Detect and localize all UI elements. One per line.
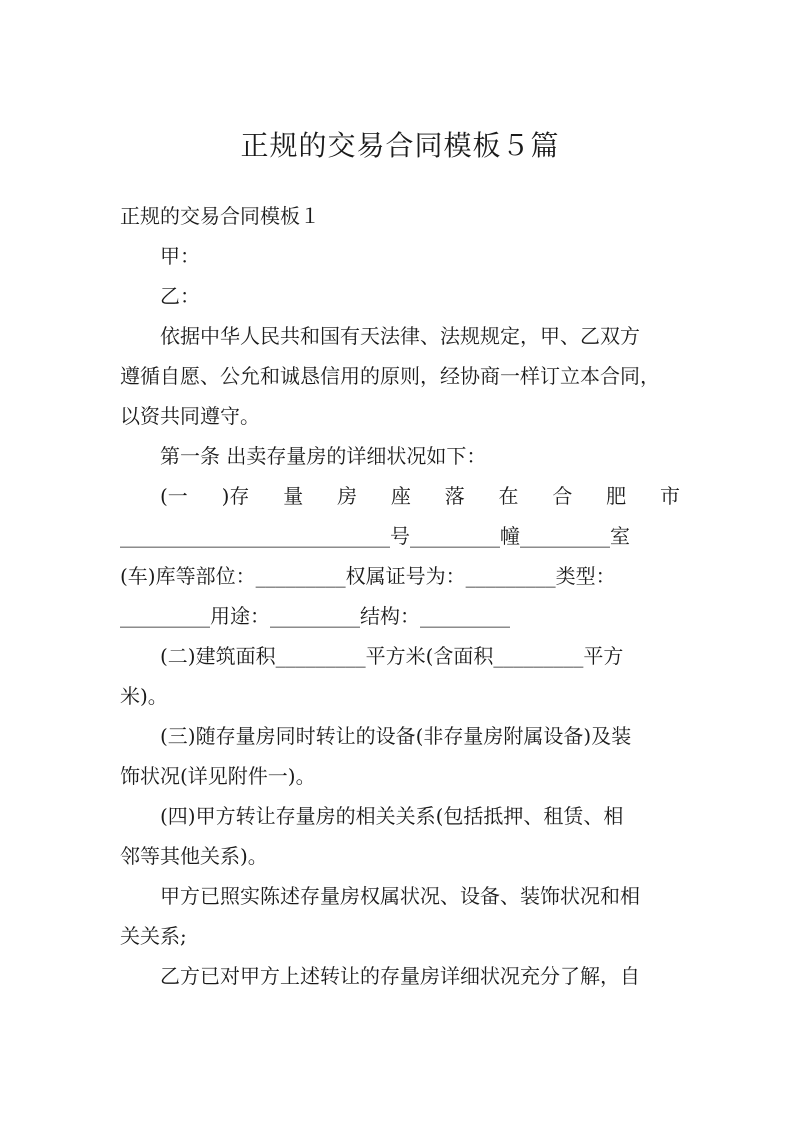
item-2-line-2: 米)。 <box>120 684 168 708</box>
document-body <box>120 196 680 996</box>
item-1-line-4: _________用途：_________结构：_________ <box>120 604 510 628</box>
item-1-char: 肥 <box>606 484 627 508</box>
item-2-line-1: (二)建筑面积_________平方米(含面积_________平方 <box>160 644 624 668</box>
item-1-char: 量 <box>283 484 304 508</box>
party-a-statement-line-2: 关关系; <box>120 924 187 948</box>
document-title: 正规的交易合同模板５篇 <box>240 129 560 162</box>
item-1-char: (一 <box>160 484 188 508</box>
item-1-line-2: ___________________________号_________幢_________室 <box>120 524 630 548</box>
party-b-statement <box>120 956 680 996</box>
item-1-char: )存 <box>221 484 250 508</box>
article-1-heading: 第一条 出卖存量房的详细状况如下： <box>160 444 487 468</box>
party-b-statement-line-1: 乙方已对甲方上述转让的存量房详细状况充分了解，自 <box>160 964 640 988</box>
item-3-line-2: 饰状况(详见附件一)。 <box>120 764 316 788</box>
item-1-char: 在 <box>498 484 519 508</box>
item-1-paragraph <box>120 476 680 636</box>
item-1-char: 落 <box>444 484 465 508</box>
item-1-char: 座 <box>390 484 411 508</box>
party-a-statement <box>120 876 680 956</box>
item-4-line-1: (四)甲方转让存量房的相关关系(包括抵押、租赁、相 <box>160 804 624 828</box>
item-1-line-3: (车)库等部位：_________权属证号为：_________类型： <box>120 564 616 588</box>
party-a-label: 甲： <box>160 244 200 268</box>
item-4-paragraph <box>120 796 680 876</box>
item-1-char: 合 <box>552 484 573 508</box>
party-b-label: 乙： <box>160 284 200 308</box>
item-1-char: 市 <box>659 484 680 508</box>
intro-line-3: 以资共同遵守。 <box>120 404 260 428</box>
party-a-statement-line-1: 甲方已照实陈述存量房权属状况、设备、装饰状况和相 <box>160 884 640 908</box>
contract-subtitle: 正规的交易合同模板１ <box>120 204 320 228</box>
item-3-line-1: (三)随存量房同时转让的设备(非存量房附属设备)及装 <box>160 724 632 748</box>
item-4-line-2: 邻等其他关系)。 <box>120 844 268 868</box>
item-1-line-1 <box>120 476 680 516</box>
intro-line-1: 依据中华人民共和国有天法律、法规规定，甲、乙双方 <box>160 324 640 348</box>
item-2-paragraph <box>120 636 680 716</box>
intro-line-2: 遵循自愿、公允和诚恳信用的原则，经协商一样订立本合同， <box>120 364 660 388</box>
intro-paragraph <box>120 316 680 436</box>
item-3-paragraph <box>120 716 680 796</box>
item-1-char: 房 <box>337 484 358 508</box>
